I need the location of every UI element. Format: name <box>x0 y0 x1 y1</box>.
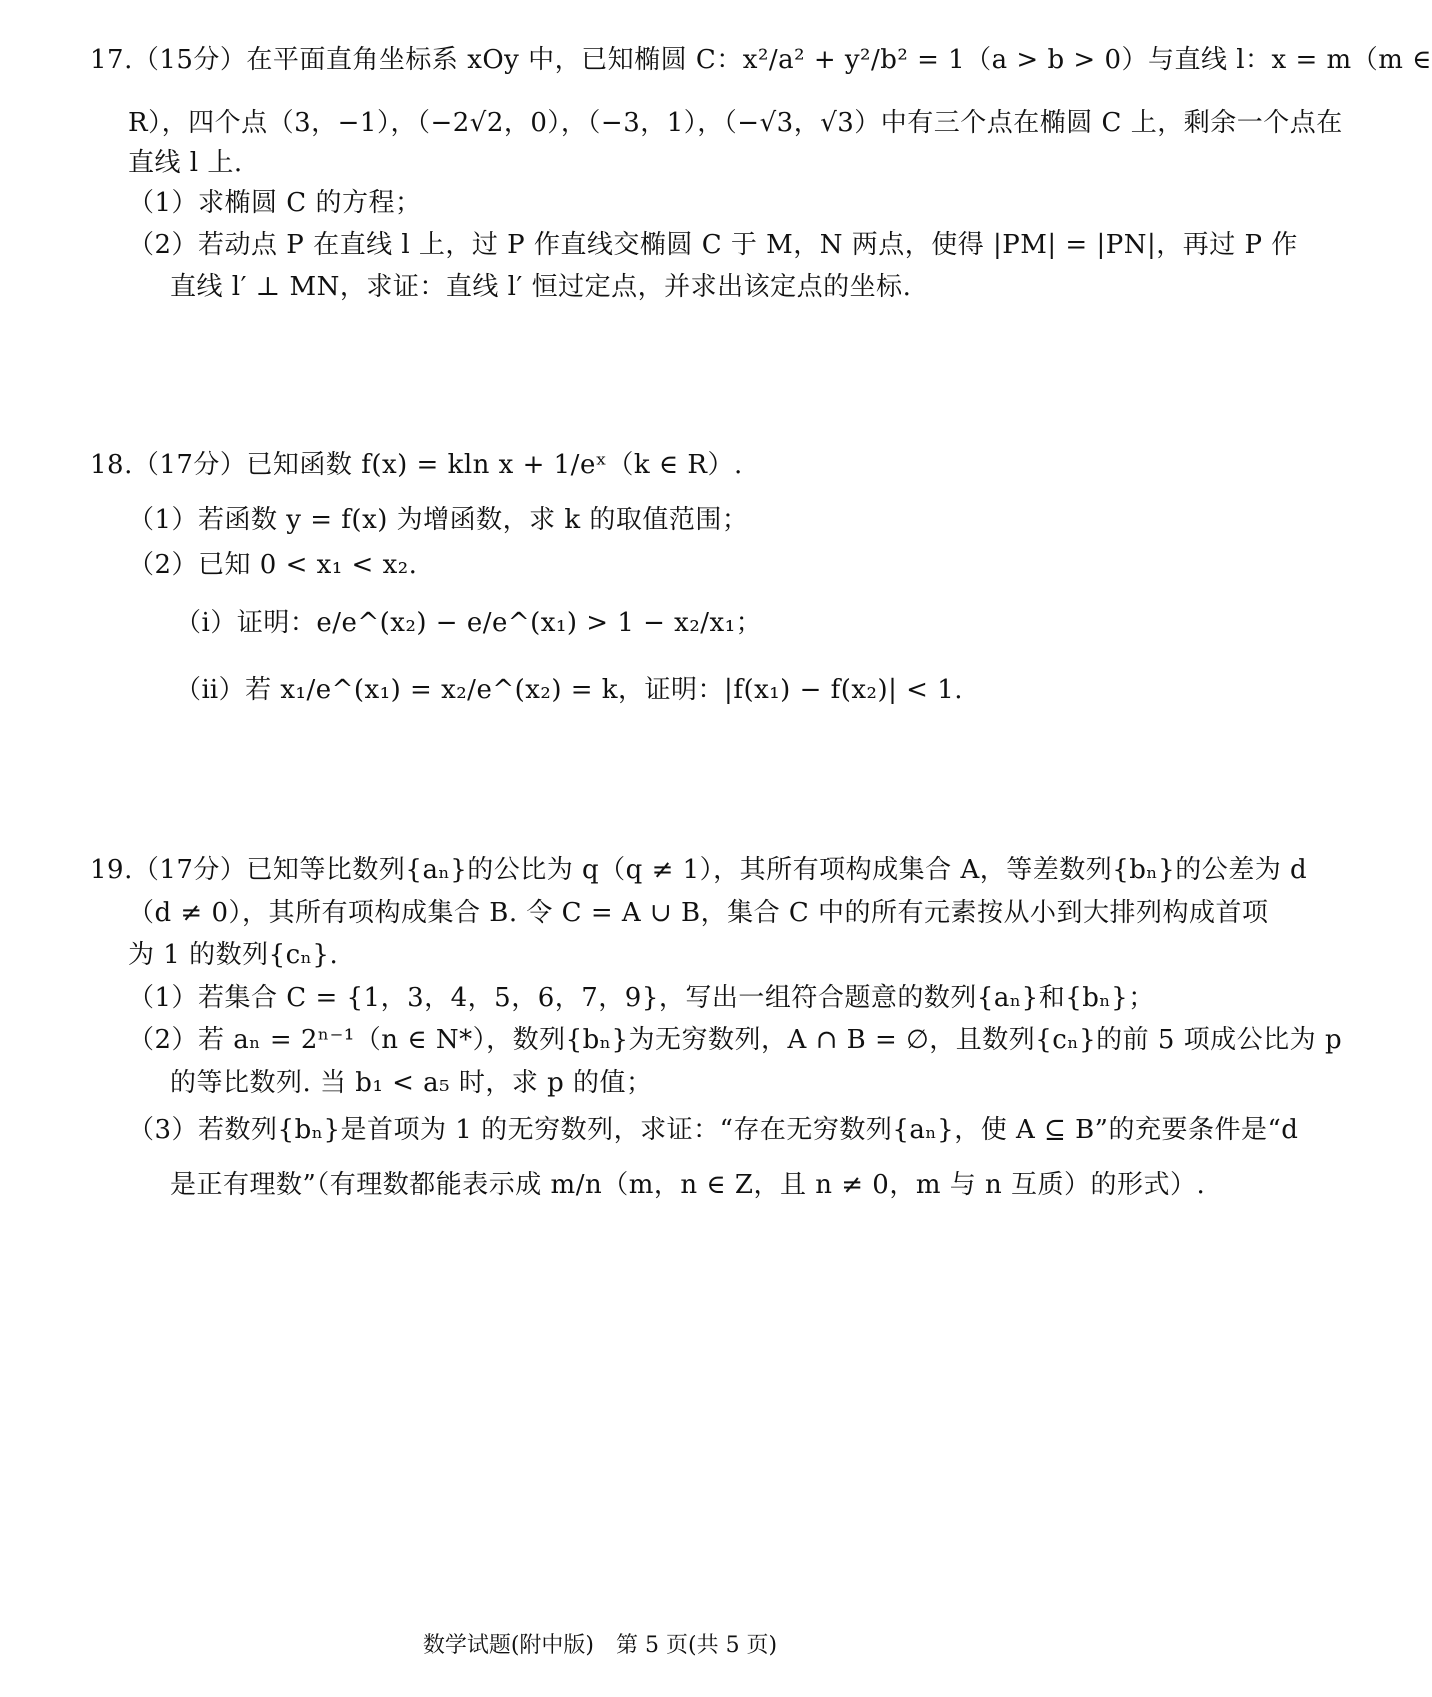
question-19-part-2-cont: 的等比数列. 当 b₁ < a₅ 时，求 p 的值； <box>170 1068 653 1098</box>
question-18-part-2-ii: （ⅱ）若 x₁/e^(x₁) = x₂/e^(x₂) = k，证明：|f(x₁) − f(x₂)| < 1. <box>175 675 964 705</box>
question-19-line-3: 为 1 的数列{cₙ}. <box>128 940 339 970</box>
question-18-part-2: （2）已知 0 < x₁ < x₂. <box>128 550 418 580</box>
question-18-stem: 18.（17分）已知函数 f(x) = kln x + 1/eˣ（k ∈ R）. <box>90 450 743 480</box>
question-19-part-1: （1）若集合 C = {1，3，4，5，6，7，9}，写出一组符合题意的数列{aₙ}和{bₙ}； <box>128 983 1155 1013</box>
question-17-part-2-cont: 直线 l′ ⊥ MN，求证：直线 l′ 恒过定点，并求出该定点的坐标. <box>170 272 912 302</box>
question-19-part-3-cont: 是正有理数”（有理数都能表示成 m/n（m，n ∈ Z，且 n ≠ 0，m 与 n 互质）的形式）. <box>170 1170 1206 1200</box>
question-17-part-1: （1）求椭圆 C 的方程； <box>128 188 422 218</box>
question-17-line-2: R），四个点（3，−1），（−2√2，0），（−3，1），（−√3，√3）中有三个点在椭圆 C 上，剩余一个点在 <box>128 108 1343 138</box>
question-18-part-1: （1）若函数 y = f(x) 为增函数，求 k 的取值范围； <box>128 505 749 535</box>
question-17-line-3: 直线 l 上. <box>128 148 243 178</box>
question-19-part-3: （3）若数列{bₙ}是首项为 1 的无穷数列，求证：“存在无穷数列{aₙ}，使 A ⊆ B”的充要条件是“d <box>128 1115 1299 1145</box>
question-19-part-2: （2）若 aₙ = 2ⁿ⁻¹（n ∈ N*），数列{bₙ}为无穷数列，A ∩ B = ∅，且数列{cₙ}的前 5 项成公比为 p <box>128 1025 1343 1055</box>
question-18-part-2-i: （ⅰ）证明：e/e^(x₂) − e/e^(x₁) > 1 − x₂/x₁； <box>175 608 763 638</box>
page-footer: 数学试题(附中版) 第 5 页(共 5 页) <box>422 1633 778 1658</box>
question-19-line-2: （d ≠ 0），其所有项构成集合 B. 令 C = A ∪ B，集合 C 中的所有元素按从小到大排列构成首项 <box>128 898 1269 928</box>
question-17-part-2: （2）若动点 P 在直线 l 上，过 P 作直线交椭圆 C 于 M，N 两点，使得 |PM| = |PN|，再过 P 作 <box>128 230 1298 260</box>
question-19-line-1: 19.（17分）已知等比数列{aₙ}的公比为 q（q ≠ 1），其所有项构成集合 A，等差数列{bₙ}的公差为 d <box>90 855 1308 885</box>
question-17-line-1: 17.（15分）在平面直角坐标系 xOy 中，已知椭圆 C：x²/a² + y²/b² = 1（a > b > 0）与直线 l：x = m（m ∈ <box>90 45 1432 75</box>
